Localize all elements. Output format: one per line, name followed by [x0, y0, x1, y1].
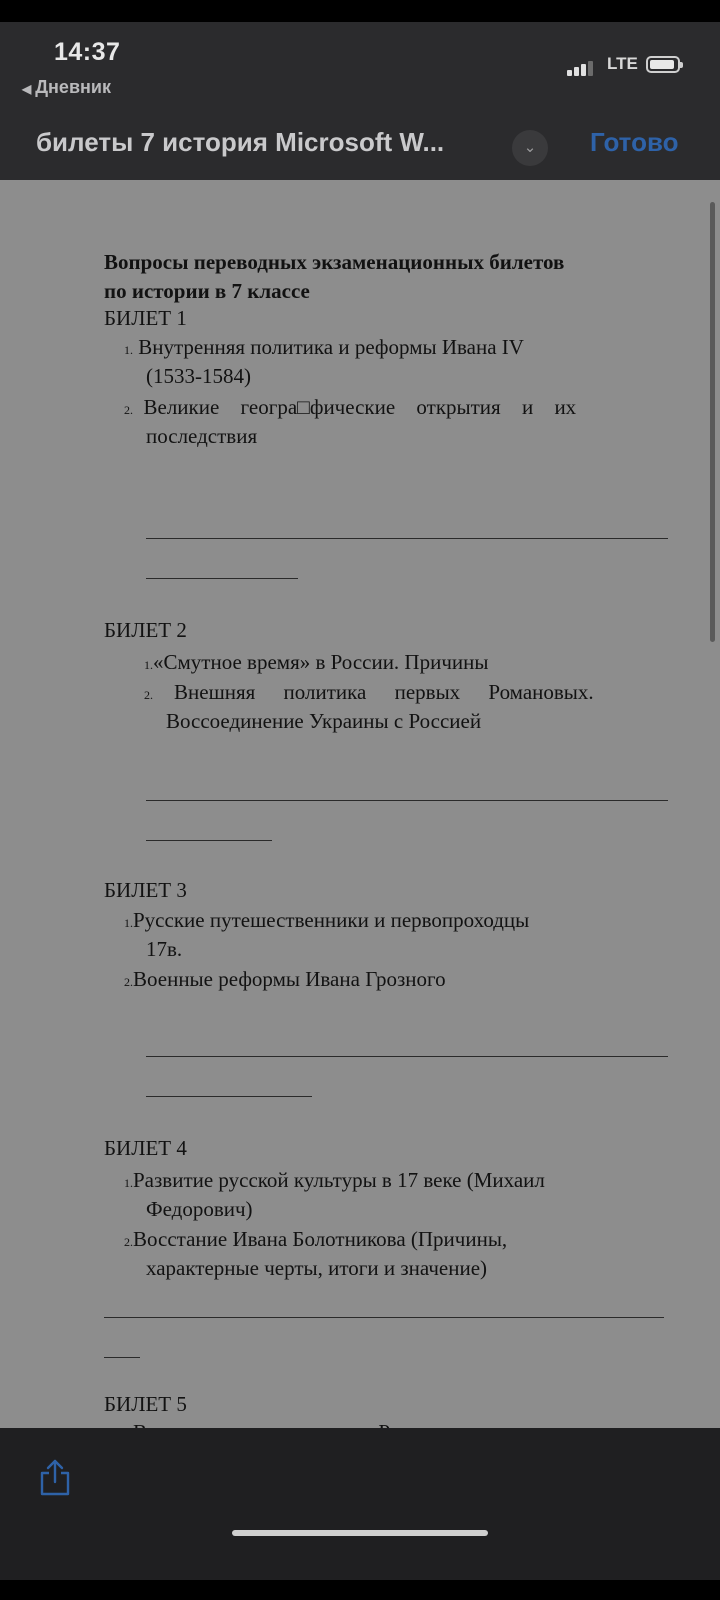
- ticket-title: БИЛЕТ 2: [104, 618, 187, 642]
- ticket-title: БИЛЕТ 4: [104, 1136, 187, 1160]
- ticket-title: БИЛЕТ 3: [104, 878, 187, 902]
- home-indicator[interactable]: [232, 1530, 488, 1536]
- underline: [146, 800, 668, 801]
- ticket-title: БИЛЕТ 5: [104, 1392, 187, 1416]
- list-item-continuation: Федорович): [146, 1197, 253, 1221]
- back-to-app-button[interactable]: [22, 77, 111, 98]
- bottom-toolbar: [0, 1428, 720, 1580]
- list-item: 2.Восстание Ивана Болотникова (Причины,: [124, 1227, 508, 1251]
- phone-screen: [0, 22, 720, 1580]
- list-item: 1. Внутренняя политика и реформы Ивана IV: [124, 335, 524, 359]
- list-item-continuation: Воссоединение Украины с Россией: [166, 709, 482, 733]
- underline: [146, 538, 668, 539]
- document-heading: Вопросы переводных экзаменационных билетов по истории в 7 классе: [104, 250, 565, 303]
- done-button[interactable]: Готово: [590, 127, 679, 157]
- ticket-title: БИЛЕТ 1: [104, 306, 187, 330]
- share-icon[interactable]: [38, 1458, 72, 1496]
- list-item-continuation: 17в.: [146, 937, 183, 961]
- underline: [146, 578, 298, 579]
- battery-icon: [646, 56, 680, 73]
- chevron-down-icon[interactable]: ⌄: [512, 130, 548, 166]
- list-item: 2. Внешняя политика первых Романовых.: [144, 680, 594, 704]
- status-time: 14:37: [54, 38, 121, 66]
- list-item: 1.Русские путешественники и первопроходцы: [124, 908, 530, 932]
- network-type: LTE: [607, 54, 638, 73]
- list-item-continuation: последствия: [146, 424, 258, 448]
- underline: [104, 1317, 664, 1318]
- list-item: 1.«Смутное время» в России. Причины: [144, 650, 489, 674]
- cellular-signal-icon: [567, 58, 595, 76]
- document-page[interactable]: [0, 180, 720, 1428]
- list-item: 2.Военные реформы Ивана Грозного: [124, 967, 446, 991]
- back-label: Дневник: [35, 77, 111, 97]
- list-item: 2. Великие геогра□фические открытия и их: [124, 395, 577, 419]
- underline: [146, 840, 272, 841]
- underline: [104, 1357, 140, 1358]
- underline: [146, 1096, 312, 1097]
- list-item-continuation: характерные черты, итоги и значение): [146, 1256, 488, 1280]
- list-item: 1.Развитие русской культуры в 17 веке (Михаил: [124, 1168, 545, 1192]
- document-title[interactable]: билеты 7 история Microsoft W...: [36, 127, 445, 157]
- back-triangle-icon: ◀: [22, 82, 32, 96]
- underline: [146, 1056, 668, 1057]
- scrollbar[interactable]: [710, 202, 715, 642]
- list-item-continuation: (1533-1584): [146, 364, 251, 388]
